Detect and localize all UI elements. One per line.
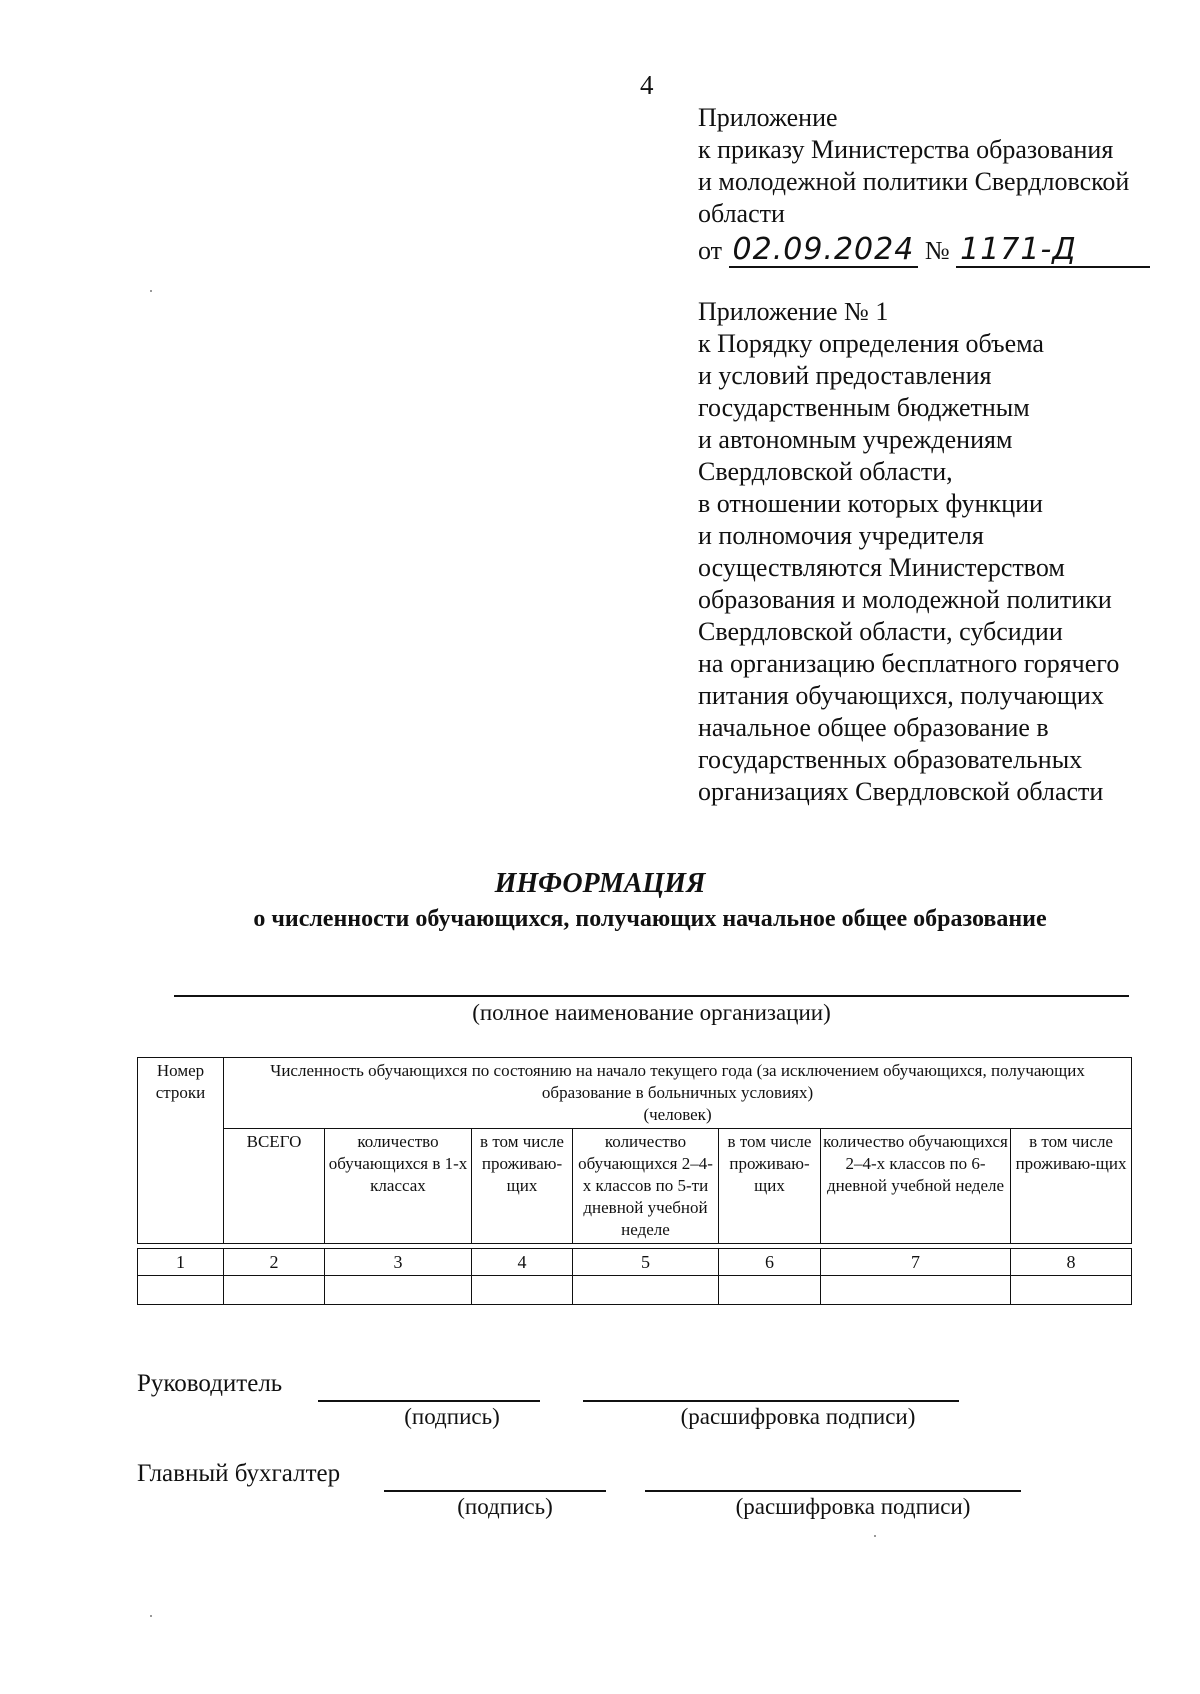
column-number: 2 bbox=[224, 1249, 325, 1276]
form-table bbox=[137, 1057, 1132, 1305]
organization-caption: (полное наименование организации) bbox=[472, 1000, 831, 1025]
table-cell[interactable] bbox=[821, 1276, 1011, 1305]
head-transcript-caption: (расшифровка подписи) bbox=[680, 1404, 916, 1429]
accountant-signature-caption: (подпись) bbox=[457, 1494, 553, 1519]
accountant-label: Главный бухгалтер bbox=[137, 1460, 341, 1487]
page-number: 4 bbox=[640, 70, 654, 100]
head-label: Руководитель bbox=[137, 1370, 283, 1397]
column-number: 5 bbox=[573, 1249, 719, 1276]
accountant-transcript-caption: (расшифровка подписи) bbox=[735, 1494, 971, 1519]
column-header: количество обучающихся 2–4-х классов по 6-дневной учебной неделе bbox=[821, 1129, 1011, 1244]
appendix-order-block bbox=[698, 102, 1178, 268]
column-header: ВСЕГО bbox=[224, 1129, 325, 1244]
document-subtitle: о численности обучающихся, получающих начальное общее образование bbox=[253, 906, 1047, 932]
annex1-line: организациях Свердловской области bbox=[698, 777, 1104, 806]
annex1-line: Приложение № 1 bbox=[698, 297, 889, 326]
annex1-line: государственных образовательных bbox=[698, 745, 1083, 774]
appendix-line: области bbox=[698, 199, 785, 228]
column-number: 6 bbox=[719, 1249, 821, 1276]
scan-speck bbox=[874, 1535, 876, 1537]
annex1-line: государственным бюджетным bbox=[698, 393, 1030, 422]
table-row bbox=[138, 1276, 1132, 1305]
annex1-line: Свердловской области, субсидии bbox=[698, 617, 1063, 646]
table-header-row bbox=[138, 1058, 1132, 1129]
group-header-unit: (человек) bbox=[643, 1105, 712, 1124]
accountant-signature-line[interactable] bbox=[384, 1490, 606, 1492]
annex1-line: и автономным учреждениям bbox=[698, 425, 1013, 454]
number-prefix: № bbox=[924, 236, 950, 265]
document-title: ИНФОРМАЦИЯ bbox=[494, 868, 706, 899]
row-number-header: Номер строки bbox=[138, 1058, 224, 1244]
annex1-line: питания обучающихся, получающих bbox=[698, 681, 1104, 710]
accountant-transcript-line[interactable] bbox=[645, 1490, 1021, 1492]
table-cell[interactable] bbox=[472, 1276, 573, 1305]
head-transcript-line[interactable] bbox=[583, 1400, 959, 1402]
annex1-line: образования и молодежной политики bbox=[698, 585, 1112, 614]
scan-speck bbox=[150, 290, 152, 292]
head-signature-caption: (подпись) bbox=[404, 1404, 500, 1429]
annex1-line: на организацию бесплатного горячего bbox=[698, 649, 1120, 678]
head-signature-line[interactable] bbox=[318, 1400, 540, 1402]
organization-name-line bbox=[174, 995, 1129, 997]
column-header: в том числе проживаю-щих bbox=[472, 1129, 573, 1244]
table-cell[interactable] bbox=[224, 1276, 325, 1305]
column-number: 3 bbox=[325, 1249, 472, 1276]
date-prefix: от bbox=[698, 236, 723, 265]
column-number: 8 bbox=[1011, 1249, 1132, 1276]
handwritten-date: 02.09.2024 bbox=[729, 234, 919, 268]
column-number: 1 bbox=[138, 1249, 224, 1276]
scan-speck bbox=[150, 1615, 152, 1617]
table-cell[interactable] bbox=[325, 1276, 472, 1305]
group-header-text: Численность обучающихся по состоянию на начало текущего года (за исключением обучающихся, получающих образование в больничных условиях) bbox=[270, 1061, 1085, 1102]
column-number-row bbox=[138, 1249, 1132, 1276]
annex1-line: Свердловской области, bbox=[698, 457, 953, 486]
appendix-line: к приказу Министерства образования bbox=[698, 135, 1114, 164]
annex1-line: и полномочия учредителя bbox=[698, 521, 984, 550]
column-number: 7 bbox=[821, 1249, 1011, 1276]
annex1-block bbox=[698, 296, 1178, 808]
column-number: 4 bbox=[472, 1249, 573, 1276]
column-header: в том числе проживаю-щих bbox=[719, 1129, 821, 1244]
group-header bbox=[224, 1058, 1132, 1129]
annex1-line: осуществляются Министерством bbox=[698, 553, 1065, 582]
table-cell[interactable] bbox=[138, 1276, 224, 1305]
appendix-date-number-line bbox=[698, 234, 1178, 268]
appendix-line: и молодежной политики Свердловской bbox=[698, 167, 1130, 196]
table-cell[interactable] bbox=[573, 1276, 719, 1305]
table-subheader-row bbox=[138, 1129, 1132, 1244]
annex1-line: и условий предоставления bbox=[698, 361, 992, 390]
column-header: в том числе проживаю-щих bbox=[1011, 1129, 1132, 1244]
annex1-line: в отношении которых функции bbox=[698, 489, 1043, 518]
table-cell[interactable] bbox=[719, 1276, 821, 1305]
handwritten-order-number: 1171-Д bbox=[956, 234, 1150, 268]
annex1-line: начальное общее образование в bbox=[698, 713, 1049, 742]
annex1-line: к Порядку определения объема bbox=[698, 329, 1044, 358]
column-header: количество обучающихся 2–4-х классов по 5-ти дневной учебной неделе bbox=[573, 1129, 719, 1244]
column-header: количество обучающихся в 1-х классах bbox=[325, 1129, 472, 1244]
appendix-line: Приложение bbox=[698, 103, 838, 132]
table-cell[interactable] bbox=[1011, 1276, 1132, 1305]
